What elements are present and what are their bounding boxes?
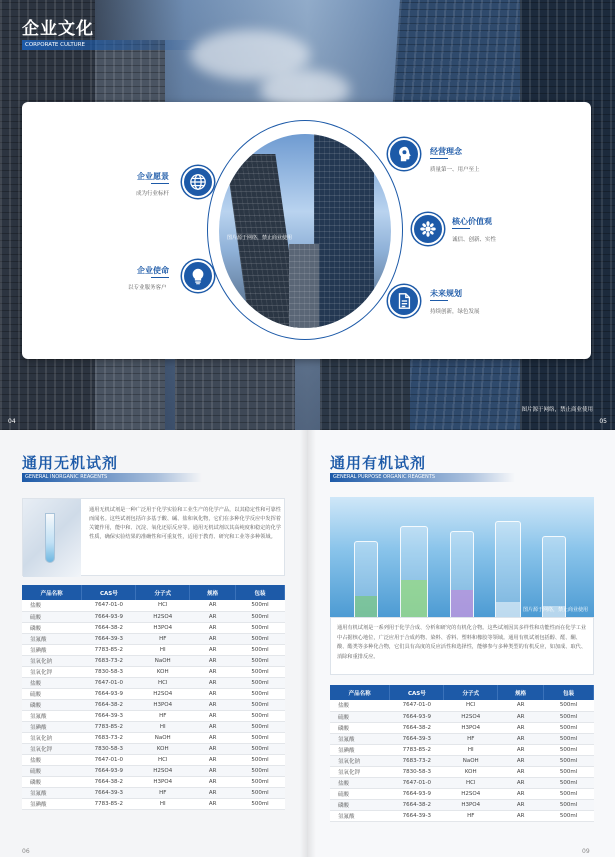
table-row (330, 711, 594, 722)
table-cell: 7783-85-2 (82, 798, 136, 809)
table-cell: 磷酸 (22, 622, 82, 633)
test-tube-image (23, 499, 81, 577)
table-cell: 500ml (236, 622, 285, 633)
table-row (22, 611, 285, 622)
table-cell: HCl (444, 700, 498, 711)
page-number: 05 (599, 418, 607, 425)
table-row (330, 733, 594, 744)
table-cell: 7664-39-3 (390, 810, 444, 821)
table-cell: 硫酸 (22, 765, 82, 776)
philosophy-title: 经营理念 (430, 147, 462, 156)
beaker (354, 541, 378, 617)
table-cell: H2SO4 (136, 611, 190, 622)
table-cell: 500ml (544, 711, 594, 722)
product-table (330, 685, 594, 822)
table-cell: 7664-93-9 (390, 788, 444, 799)
table-cell: NaOH (136, 732, 190, 743)
table-cell: 7647-01-0 (82, 677, 136, 688)
image-caption: 图片源于网络，禁止商业使用 (521, 407, 593, 413)
philosophy-desc: 质量第一、用户至上 (430, 167, 480, 173)
table-header-row (22, 585, 285, 600)
table-row (22, 776, 285, 787)
table-cell: 氢氧化钾 (22, 666, 82, 677)
divider (151, 183, 169, 184)
table-cell: 500ml (236, 732, 285, 743)
lab-glassware-image (330, 497, 594, 617)
table-cell: AR (190, 732, 236, 743)
mission-desc: 以专业服务客户 (128, 285, 167, 291)
table-cell: 7683-73-2 (390, 755, 444, 766)
page-subtitle: GENERAL INORGANIC REAGENTS (22, 473, 202, 482)
table-cell: NaOH (444, 755, 498, 766)
vision-title: 企业愿景 (137, 172, 169, 181)
table-row (22, 677, 285, 688)
table-cell: 磷酸 (22, 699, 82, 710)
table-cell: AR (190, 710, 236, 721)
table-row (330, 744, 594, 755)
table-cell: HI (136, 798, 190, 809)
table-cell: 氢碘酸 (22, 798, 82, 809)
table-row (22, 765, 285, 776)
table-cell: 氢氟酸 (22, 710, 82, 721)
page-number: 04 (8, 418, 16, 425)
table-cell: HI (136, 721, 190, 732)
table-row (330, 755, 594, 766)
intro-box (22, 498, 285, 576)
table-row (330, 788, 594, 799)
table-cell: 500ml (236, 776, 285, 787)
column-header: 分子式 (444, 685, 498, 700)
divider (452, 228, 470, 229)
table-cell: 500ml (544, 788, 594, 799)
table-cell: AR (190, 655, 236, 666)
table-cell: 7647-01-0 (82, 754, 136, 765)
table-row (22, 743, 285, 754)
product-table (22, 585, 285, 810)
table-cell: 磷酸 (330, 722, 390, 733)
table-cell: 500ml (236, 677, 285, 688)
table-cell: 氢氟酸 (22, 787, 82, 798)
table-cell: 氢碘酸 (330, 744, 390, 755)
table-cell: AR (498, 799, 544, 810)
table-cell: 7664-38-2 (82, 699, 136, 710)
table-cell: AR (498, 788, 544, 799)
table-cell: 盐酸 (22, 754, 82, 765)
document-icon (388, 285, 420, 317)
table-cell: 500ml (544, 744, 594, 755)
table-cell: AR (190, 754, 236, 765)
page-number: 06 (22, 848, 30, 855)
column-header: 产品名称 (22, 585, 82, 600)
lightbulb-icon (182, 260, 214, 292)
table-cell: H3PO4 (444, 722, 498, 733)
table-cell: KOH (136, 666, 190, 677)
page-subtitle: GENERAL PURPOSE ORGANIC REAGENTS (330, 473, 515, 482)
beaker (542, 536, 566, 617)
table-cell: AR (190, 765, 236, 776)
table-cell: HF (444, 810, 498, 821)
table-cell: HCl (136, 600, 190, 611)
table-cell: 7664-93-9 (390, 711, 444, 722)
table-cell: AR (190, 622, 236, 633)
table-row (330, 722, 594, 733)
table-cell: AR (190, 666, 236, 677)
table-row (22, 633, 285, 644)
table-cell: 盐酸 (330, 777, 390, 788)
table-row (330, 766, 594, 777)
table-row (22, 754, 285, 765)
table-cell: 500ml (544, 777, 594, 788)
table-cell: 盐酸 (22, 677, 82, 688)
table-cell: 500ml (236, 611, 285, 622)
table-cell: 7664-93-9 (82, 611, 136, 622)
table-cell: 7664-39-3 (390, 733, 444, 744)
table-cell: H3PO4 (444, 799, 498, 810)
table-cell: H3PO4 (136, 699, 190, 710)
table-cell: H2SO4 (136, 688, 190, 699)
table-cell: 500ml (236, 644, 285, 655)
table-cell: 盐酸 (330, 700, 390, 711)
idea-head-icon (388, 138, 420, 170)
table-cell: 500ml (544, 700, 594, 711)
table-cell: 500ml (236, 787, 285, 798)
table-cell: AR (190, 644, 236, 655)
table-cell: KOH (444, 766, 498, 777)
table-row (22, 600, 285, 611)
table-row (22, 666, 285, 677)
table-cell: HI (444, 744, 498, 755)
table-cell: 磷酸 (330, 799, 390, 810)
plan-title: 未来规划 (430, 289, 462, 298)
divider (430, 300, 448, 301)
table-cell: 氢碘酸 (22, 721, 82, 732)
table-cell: 7664-38-2 (390, 722, 444, 733)
table-cell: AR (498, 810, 544, 821)
table-cell: 500ml (544, 810, 594, 821)
table-row (22, 655, 285, 666)
table-cell: H3PO4 (136, 776, 190, 787)
table-cell: 500ml (236, 721, 285, 732)
table-cell: HCl (136, 677, 190, 688)
column-header: 产品名称 (330, 685, 390, 700)
table-cell: 氢氟酸 (22, 633, 82, 644)
table-cell: 7647-01-0 (82, 600, 136, 611)
page-inorganic (0, 430, 307, 857)
table-cell: 7664-93-9 (82, 688, 136, 699)
page-fold (300, 430, 316, 857)
table-cell: 硫酸 (330, 788, 390, 799)
column-header: CAS号 (390, 685, 444, 700)
column-header: 规格 (190, 585, 236, 600)
table-cell: AR (498, 744, 544, 755)
vision-desc: 成为行业标杆 (136, 191, 170, 197)
table-cell: AR (498, 722, 544, 733)
beaker (495, 521, 521, 617)
column-header: 包装 (236, 585, 285, 600)
photo-circle (219, 134, 391, 328)
table-row (330, 810, 594, 821)
plan-desc: 持续创新，绿色发展 (430, 309, 480, 315)
table-cell: HF (444, 733, 498, 744)
section-subtitle: CORPORATE CULTURE (22, 40, 202, 50)
table-cell: 氢氧化钠 (330, 755, 390, 766)
table-cell: 7664-39-3 (82, 633, 136, 644)
intro-text: 通用有机试剂是一系列用于化学合成、分析和研究的有机化合物。这些试剂因其多样性和功能性而在化学工业中占据核心地位，广泛应用于合成药物、染料、香料、塑料和橡胶等领域。通用有机试剂包括醇、醛、酮、酸、酯类等多种化合物，它们具有高度的反应活性和选择性，能够参与多种类型的有机反应，如加成、取代、消除和重排反应。 (337, 625, 587, 660)
column-header: 分子式 (136, 585, 190, 600)
table-cell: 500ml (236, 765, 285, 776)
table-cell: 500ml (236, 743, 285, 754)
table-cell: 500ml (236, 666, 285, 677)
table-cell: 7664-39-3 (82, 710, 136, 721)
values-title: 核心价值观 (452, 217, 492, 226)
table-row (22, 798, 285, 809)
table-row (22, 688, 285, 699)
table-row (22, 699, 285, 710)
test-tube (45, 513, 55, 563)
table-row (330, 799, 594, 810)
page-title: 通用无机试剂 (22, 454, 119, 472)
table-cell: HF (136, 710, 190, 721)
table-cell: 氢氧化钾 (22, 743, 82, 754)
table-cell: AR (190, 600, 236, 611)
table-cell: AR (190, 743, 236, 754)
table-cell: H2SO4 (444, 711, 498, 722)
table-cell: 500ml (236, 688, 285, 699)
table-cell: AR (190, 798, 236, 809)
table-cell: AR (190, 699, 236, 710)
table-cell: 7783-85-2 (390, 744, 444, 755)
table-cell: H3PO4 (136, 622, 190, 633)
photo-building (289, 244, 319, 328)
culture-card (22, 102, 591, 359)
table-cell: 磷酸 (22, 776, 82, 787)
table-cell: 7830-58-3 (82, 666, 136, 677)
table-cell: AR (498, 700, 544, 711)
divider (151, 277, 169, 278)
table-row (22, 732, 285, 743)
reagents-spread (0, 430, 615, 857)
table-cell: AR (190, 611, 236, 622)
table-cell: AR (190, 633, 236, 644)
table-cell: 500ml (236, 798, 285, 809)
column-header: 包装 (544, 685, 594, 700)
table-cell: HF (136, 633, 190, 644)
column-header: CAS号 (82, 585, 136, 600)
table-cell: 500ml (236, 655, 285, 666)
table-cell: 硫酸 (330, 711, 390, 722)
table-row (22, 787, 285, 798)
table-row (22, 710, 285, 721)
table-cell: 7647-01-0 (390, 700, 444, 711)
table-cell: AR (498, 733, 544, 744)
column-header: 规格 (498, 685, 544, 700)
table-cell: AR (498, 711, 544, 722)
gear-flower-icon (412, 213, 444, 245)
table-cell: 500ml (544, 733, 594, 744)
table-cell: 盐酸 (22, 600, 82, 611)
page-title: 通用有机试剂 (330, 454, 427, 472)
image-caption: 图片源于网络，禁止商业使用 (522, 607, 588, 613)
table-cell: HF (136, 787, 190, 798)
table-cell: 7647-01-0 (390, 777, 444, 788)
table-cell: 500ml (236, 699, 285, 710)
table-row (330, 700, 594, 711)
table-cell: AR (190, 776, 236, 787)
values-desc: 诚信、创新、实性 (452, 237, 497, 243)
table-cell: 7830-58-3 (82, 743, 136, 754)
photo-building (314, 134, 374, 328)
table-cell: 7683-73-2 (82, 655, 136, 666)
table-cell: 7830-58-3 (390, 766, 444, 777)
photo-caption: 图片源于网络，禁止商业使用 (227, 235, 293, 241)
table-cell: 500ml (236, 754, 285, 765)
table-cell: KOH (136, 743, 190, 754)
table-cell: 氢氧化钠 (22, 655, 82, 666)
table-cell: 7664-38-2 (82, 622, 136, 633)
intro-box (330, 617, 594, 675)
table-cell: 500ml (544, 722, 594, 733)
table-cell: AR (498, 777, 544, 788)
table-row (330, 777, 594, 788)
table-cell: 氢碘酸 (22, 644, 82, 655)
table-cell: 500ml (544, 799, 594, 810)
section-title: 企业文化 (22, 19, 94, 39)
table-row (22, 644, 285, 655)
table-cell: 7664-93-9 (82, 765, 136, 776)
table-row (22, 721, 285, 732)
beaker (450, 531, 474, 617)
table-row (22, 622, 285, 633)
beaker (400, 526, 428, 617)
table-cell: AR (190, 688, 236, 699)
table-cell: AR (190, 677, 236, 688)
table-cell: AR (498, 766, 544, 777)
table-cell: 500ml (236, 600, 285, 611)
table-cell: AR (190, 787, 236, 798)
table-cell: 500ml (544, 755, 594, 766)
table-header-row (330, 685, 594, 700)
intro-text: 通用无机试剂是一种广泛用于化学实验和工业生产的化学产品，以其稳定性和可靠性而闻名。这些试剂包括许多基于酸、碱、盐和氧化物，它们在多种化学反应中发挥着关键作用，能中和、沉淀、氧化还原反应等。通用无机试剂以其高纯度和稳定的化学性质，确保实验结果的准确性和可重复性，适用于教育、研究和工业等多种领域。 (89, 507, 281, 540)
table-cell: 500ml (544, 766, 594, 777)
table-cell: 7664-39-3 (82, 787, 136, 798)
table-cell: 7664-38-2 (82, 776, 136, 787)
mission-title: 企业使命 (137, 266, 169, 275)
table-cell: 氢氟酸 (330, 810, 390, 821)
table-cell: 氢氧化钠 (22, 732, 82, 743)
table-cell: 氢氟酸 (330, 733, 390, 744)
table-cell: 7683-73-2 (82, 732, 136, 743)
table-cell: 7783-85-2 (82, 644, 136, 655)
table-cell: AR (498, 755, 544, 766)
table-cell: H2SO4 (136, 765, 190, 776)
table-cell: AR (190, 721, 236, 732)
table-cell: HI (136, 644, 190, 655)
divider (430, 158, 448, 159)
table-cell: HCl (136, 754, 190, 765)
globe-icon (182, 166, 214, 198)
table-cell: HCl (444, 777, 498, 788)
table-cell: 7664-38-2 (390, 799, 444, 810)
table-cell: 硫酸 (22, 688, 82, 699)
table-cell: 硫酸 (22, 611, 82, 622)
table-cell: 氢氧化钾 (330, 766, 390, 777)
table-cell: 500ml (236, 633, 285, 644)
page-number: 09 (582, 848, 590, 855)
table-cell: NaOH (136, 655, 190, 666)
table-cell: 7783-85-2 (82, 721, 136, 732)
table-cell: H2SO4 (444, 788, 498, 799)
table-cell: 500ml (236, 710, 285, 721)
